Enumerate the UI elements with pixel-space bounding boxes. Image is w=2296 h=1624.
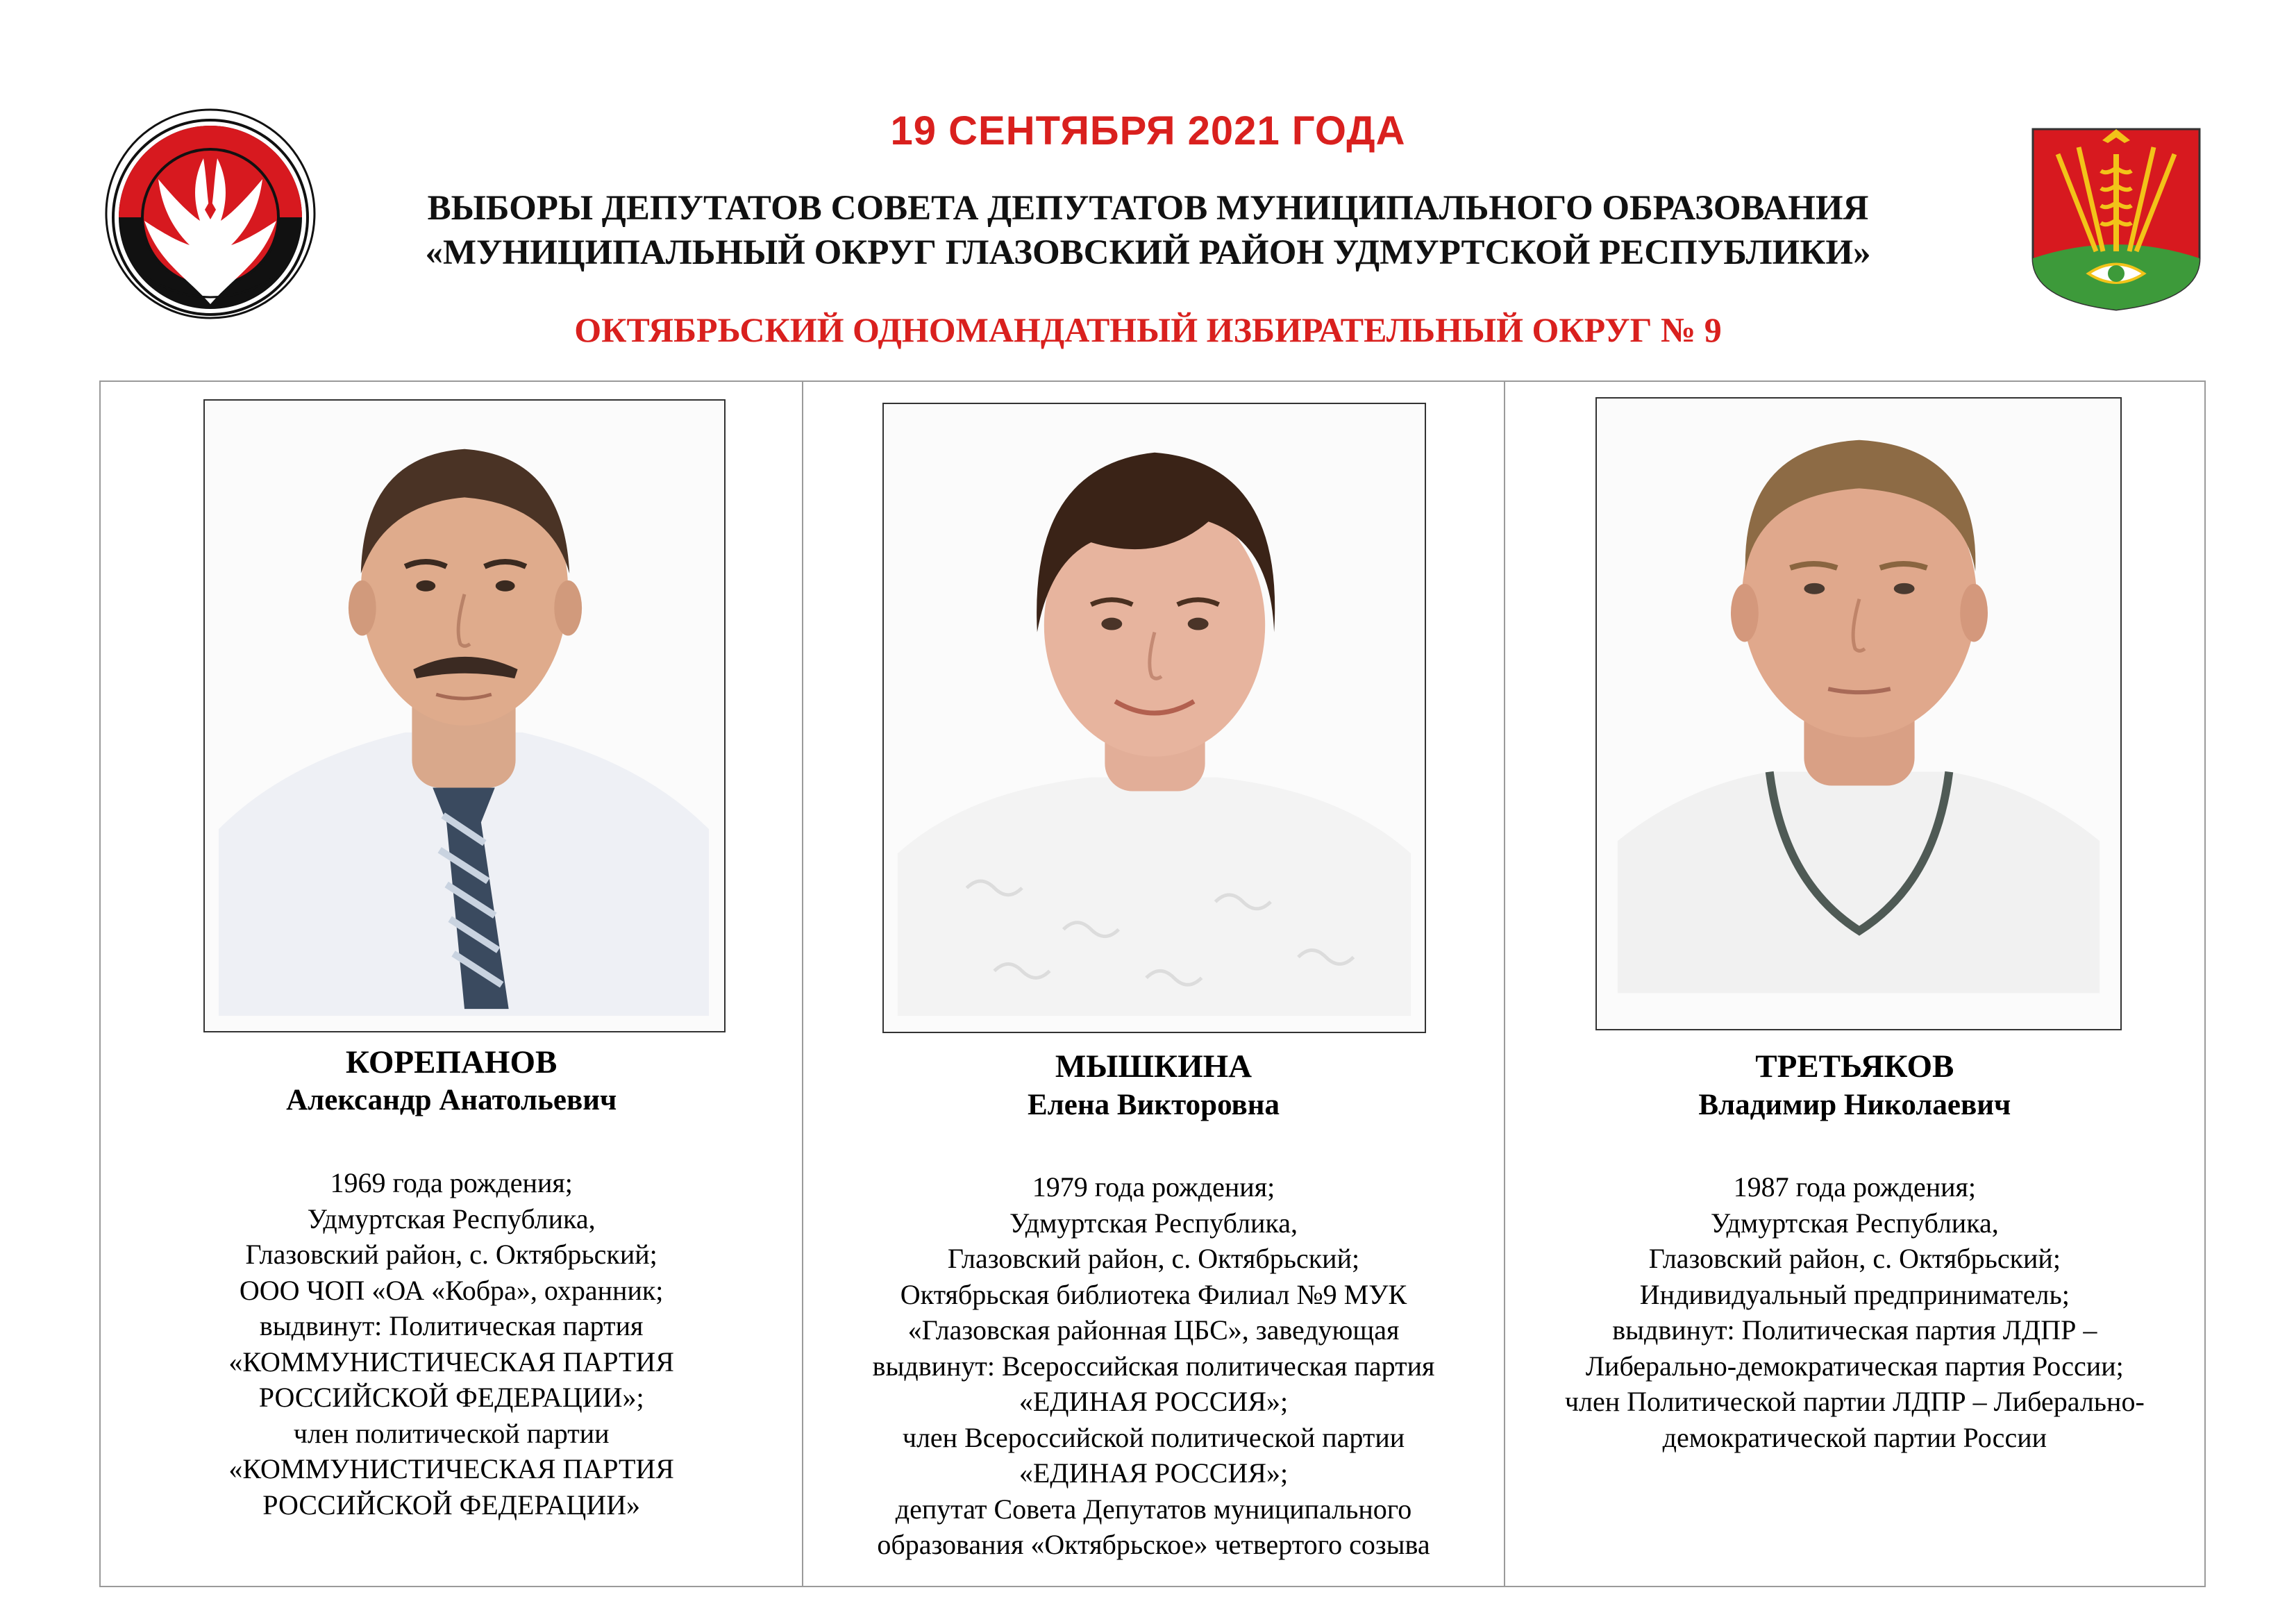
bio-line: Октябрьская библиотека Филиал №9 МУК: [900, 1278, 1407, 1310]
election-title-line: «МУНИЦИПАЛЬНЫЙ ОКРУГ ГЛАЗОВСКИЙ РАЙОН УДМУРТСКОЙ РЕСПУБЛИКИ»: [425, 233, 1871, 272]
election-title: [0, 186, 2296, 275]
bio-line: Глазовский район, с. Октябрьский;: [947, 1243, 1360, 1274]
bio-line: выдвинут: Всероссийская политическая партия: [872, 1350, 1435, 1382]
bio-line: Глазовский район, с. Октябрьский;: [245, 1239, 657, 1270]
bio-line: Удмуртская Республика,: [1710, 1207, 1999, 1239]
candidate-surname: МЫШКИНА: [1055, 1048, 1252, 1085]
candidate-given-names: Елена Викторовна: [1027, 1089, 1280, 1121]
bio-line: член Всероссийской политической партии: [902, 1421, 1405, 1453]
bio-line: образования «Октябрьское» четвертого созыва: [877, 1529, 1430, 1560]
bio-line: РОССИЙСКОЙ ФЕДЕРАЦИИ»;: [258, 1382, 644, 1413]
bio-line: Глазовский район, с. Октябрьский;: [1648, 1243, 2061, 1274]
election-title-line: ВЫБОРЫ ДЕПУТАТОВ СОВЕТА ДЕПУТАТОВ МУНИЦИПАЛЬНОГО ОБРАЗОВАНИЯ: [427, 189, 1869, 228]
candidate-photo: [882, 403, 1426, 1033]
bio-line: 1969 года рождения;: [330, 1167, 573, 1198]
candidate-given-names: Владимир Николаевич: [1698, 1089, 2011, 1121]
candidate-given-names: Александр Анатольевич: [286, 1084, 617, 1116]
candidate-surname: КОРЕПАНОВ: [345, 1044, 558, 1080]
election-date: 19 СЕНТЯБРЯ 2021 ГОДА: [890, 108, 1406, 153]
candidate-photo: [1595, 397, 2122, 1030]
bio-line: ООО ЧОП «ОА «Кобра», охранник;: [239, 1274, 664, 1306]
bio-line: демократической партии России: [1662, 1421, 2047, 1453]
candidate-card: [802, 382, 1503, 1586]
candidate-card: [101, 382, 802, 1586]
candidate-bio: [810, 1169, 1496, 1563]
bio-line: «Глазовская районная ЦБС», заведующая: [907, 1314, 1400, 1346]
bio-line: 1987 года рождения;: [1733, 1171, 1977, 1203]
bio-line: «КОММУНИСТИЧЕСКАЯ ПАРТИЯ: [228, 1453, 674, 1484]
bio-line: член Политической партии ЛДПР – Либерально-: [1564, 1386, 2145, 1417]
bio-line: «ЕДИНАЯ РОССИЯ»;: [1019, 1386, 1289, 1417]
bio-line: 1979 года рождения;: [1032, 1171, 1275, 1203]
bio-line: РОССИЙСКОЙ ФЕДЕРАЦИИ»: [262, 1489, 641, 1521]
candidates-table: [99, 380, 2206, 1587]
candidate-card: [1504, 382, 2204, 1586]
bio-line: Либерально-демократическая партия России;: [1585, 1350, 2124, 1382]
bio-line: «ЕДИНАЯ РОССИЯ»;: [1019, 1457, 1289, 1489]
bio-line: член политической партии: [293, 1417, 610, 1449]
district-title: ОКТЯБРЬСКИЙ ОДНОМАНДАТНЫЙ ИЗБИРАТЕЛЬНЫЙ ОКРУГ № 9: [574, 310, 1722, 349]
bio-line: Удмуртская Республика,: [1009, 1207, 1298, 1239]
bio-line: Индивидуальный предприниматель;: [1639, 1278, 2070, 1310]
bio-line: «КОММУНИСТИЧЕСКАЯ ПАРТИЯ: [228, 1346, 674, 1378]
bio-line: депутат Совета Депутатов муниципального: [895, 1493, 1412, 1525]
candidate-bio: [1512, 1169, 2197, 1455]
bio-line: выдвинут: Политическая партия: [259, 1310, 644, 1341]
candidate-bio: [108, 1165, 795, 1523]
candidate-surname: ТРЕТЬЯКОВ: [1755, 1048, 1954, 1085]
candidate-photo: [203, 399, 726, 1032]
bio-line: Удмуртская Республика,: [307, 1203, 596, 1234]
bio-line: выдвинут: Политическая партия ЛДПР –: [1612, 1314, 2097, 1346]
